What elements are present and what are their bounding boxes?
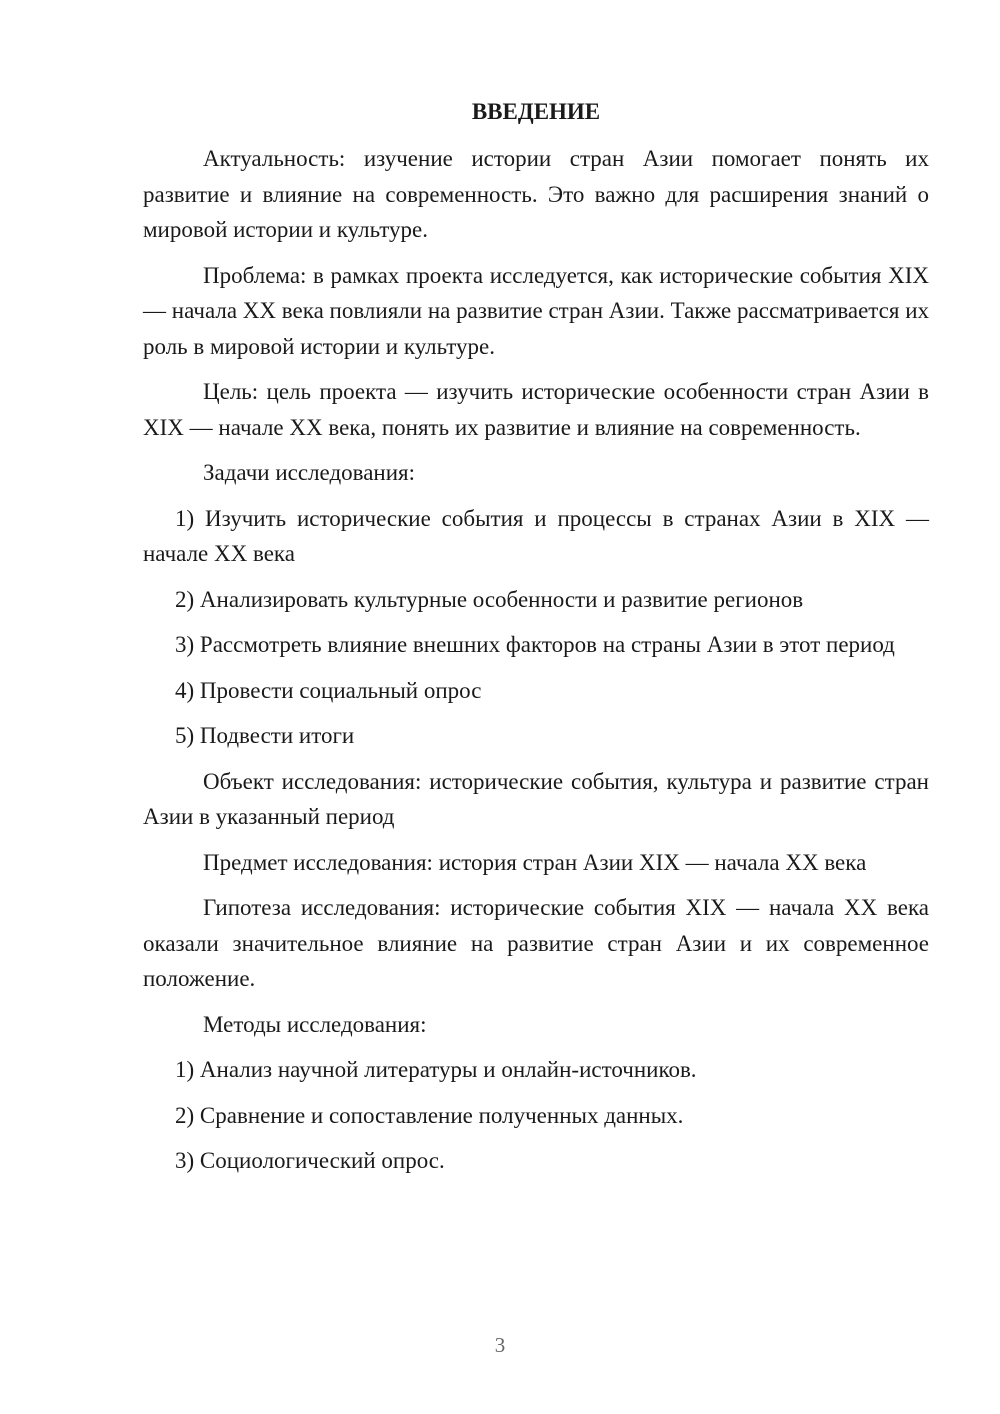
- goal-paragraph: Цель: цель проекта — изучить исторические особенности стран Азии в XIX — начале XX века, понять их развитие и влияние на современность.: [143, 379, 929, 440]
- page-number: 3: [494, 1333, 506, 1357]
- method-item: 3) Социологический опрос.: [175, 1148, 445, 1173]
- methods-heading: Методы исследования:: [203, 1011, 427, 1037]
- task-item: 1) Изучить исторические события и процессы в странах Азии в XIX — начале XX века: [143, 505, 929, 566]
- task-item: 3) Рассмотреть влияние внешних факторов на страны Азии в этот период: [175, 632, 895, 657]
- tasks-heading: Задачи исследования:: [203, 460, 416, 485]
- method-item: 2) Сравнение и сопоставление полученных данных.: [175, 1102, 684, 1128]
- relevance-paragraph: Актуальность: изучение истории стран Азии помогает понять их развитие и влияние на современность. Это важно для расширения знаний о мировой истории и культуре.: [143, 146, 929, 242]
- task-item: 4) Провести социальный опрос: [175, 677, 482, 703]
- page-content: [143, 94, 929, 1189]
- task-item: 5) Подвести итоги: [175, 723, 355, 748]
- problem-paragraph: Проблема: в рамках проекта исследуется, как исторические события XIX — начала XX века повлияли на развитие стран Азии. Также рассматривается их роль в мировой истории и культуре.: [143, 262, 929, 359]
- subject-paragraph: Предмет исследования: история стран Азии XIX — начала XX века: [203, 849, 867, 875]
- method-item: 1) Анализ научной литературы и онлайн-источников.: [175, 1057, 697, 1082]
- task-item: 2) Анализировать культурные особенности и развитие регионов: [175, 586, 804, 612]
- object-paragraph: Объект исследования: исторические события, культура и развитие стран Азии в указанный период: [143, 768, 929, 829]
- hypothesis-paragraph: Гипотеза исследования: исторические события XIX — начала XX века оказали значительное влияние на развитие стран Азии и их современное положение.: [143, 895, 929, 991]
- section-title: ВВЕДЕНИЕ: [471, 99, 601, 124]
